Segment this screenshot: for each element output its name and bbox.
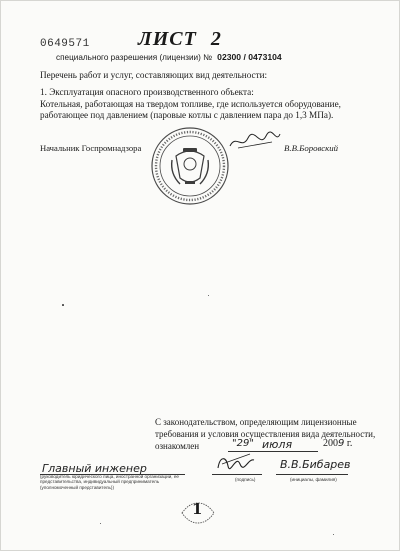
item-text-line-2: работающее под давлением (паровые котлы с давлением пара до 1,3 МПа). (40, 110, 334, 120)
acknowledgement-day: "29" (232, 438, 254, 449)
acknowledgement-prefix: ознакомлен (155, 441, 200, 451)
acknowledgement-month: июля (262, 438, 293, 451)
license-subtitle-text: специального разрешения (лицензии) № (56, 53, 212, 62)
license-subtitle (56, 52, 282, 62)
year-prefix: 200 (323, 438, 338, 449)
caption-position: (руководитель юридического лица, иностранной организации, ее представительства, индивидуальный предприниматель (уполномоченный представитель)) (40, 474, 179, 490)
caption-name: (инициалы, фамилия) (290, 477, 337, 482)
scan-speck (100, 523, 101, 524)
scan-speck (208, 295, 209, 296)
signature-top (228, 130, 282, 152)
serial-number: 0649571 (40, 38, 90, 50)
year-digit: 9 (338, 438, 345, 449)
license-number: 02300 / 0473104 (217, 52, 282, 62)
year-suffix: г. (346, 438, 353, 449)
signature-bottom (214, 450, 258, 472)
sheet-heading (138, 28, 222, 51)
scan-speck (62, 304, 64, 306)
signatory-position: Начальник Госпромнадзора (40, 143, 142, 153)
sheet-title: ЛИСТ (138, 28, 197, 50)
acknowledgement-line-1: С законодательством, определяющим лицензионные (155, 417, 357, 427)
item-title: 1. Эксплуатация опасного производственного объекта: (40, 87, 254, 97)
acknowledgement-year (323, 438, 352, 449)
official-seal (150, 126, 230, 206)
handwritten-name: В.В.Бибарев (280, 458, 351, 471)
works-list-title: Перечень работ и услуг, составляющих вид деятельности: (40, 70, 268, 80)
acknowledgement-line-3 (155, 441, 199, 451)
signature-underline (212, 474, 262, 475)
acknowledgement-line-2: требования и условия осуществления вида деятельности, (155, 429, 376, 439)
signatory-name: В.В.Боровский (284, 143, 339, 153)
handwritten-position: Главный инженер (42, 462, 147, 475)
caption-signature: (подпись) (235, 477, 256, 482)
sheet-number: 2 (210, 28, 222, 50)
page-number: 1 (192, 500, 203, 518)
scan-speck (333, 534, 334, 535)
name-underline (276, 474, 348, 475)
item-text-line-1: Котельная, работающая на твердом топливе, где используется оборудование, (40, 99, 341, 109)
